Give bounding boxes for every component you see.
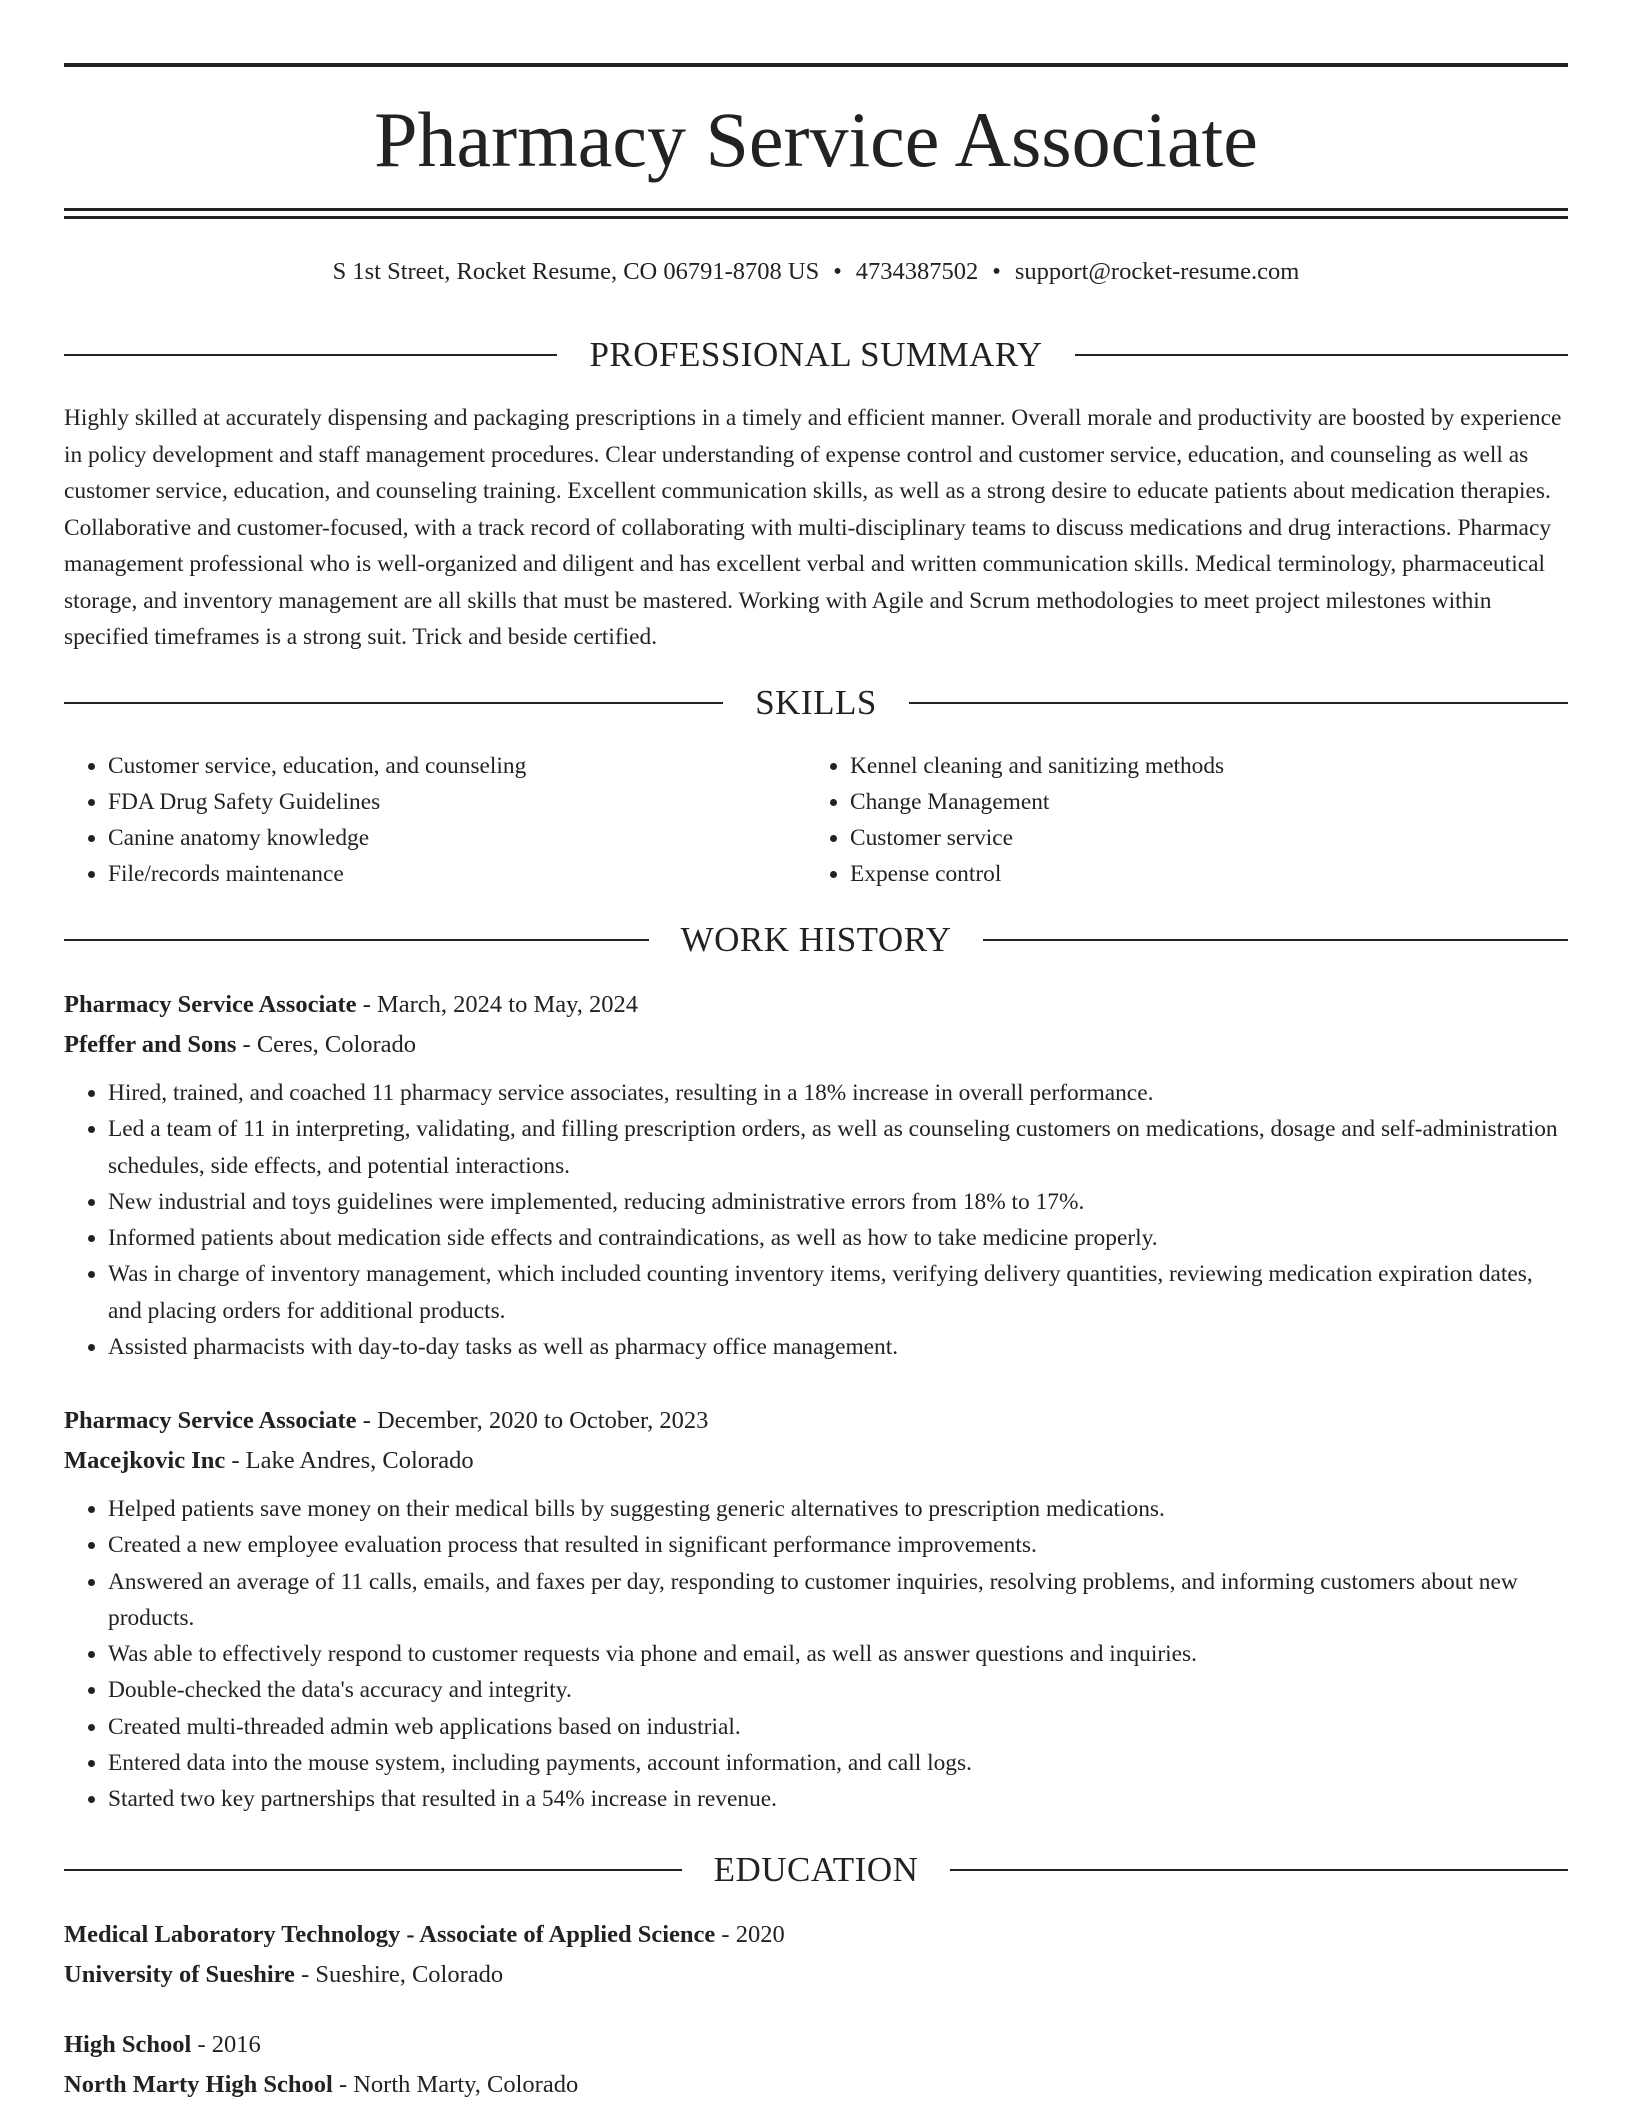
skills-column-right [806,748,1548,892]
job-dates: - March, 2024 to May, 2024 [356,991,639,1018]
header-top-rule [64,63,1568,67]
section-title: EDUCATION [713,1850,919,1889]
job-bullet: • Informed patients about medication side effects and contraindications, as well as how to take medicine properly. [108,1220,1568,1256]
skill-item: • Customer service [850,820,1548,856]
job-company-line [64,1025,1568,1065]
job-location: - Ceres, Colorado [236,1031,417,1058]
job-bullet: • Created multi-threaded admin web applications based on industrial. [108,1709,1568,1745]
heading-rule [1075,354,1568,356]
heading-rule [64,354,557,356]
skills-list [64,748,1568,892]
heading-rule [983,939,1568,941]
header-bottom-rule-1 [64,208,1568,211]
education-location: - North Marty, Colorado [332,2071,579,2098]
job-company: Macejkovic Inc [64,1447,226,1474]
education-degree-line [64,2025,1568,2065]
contact-separator: • [992,258,1001,285]
job-bullet: • Entered data into the mouse system, including payments, account information, and call logs. [108,1745,1568,1781]
job-title-line [64,1401,1568,1441]
skill-item: • Change Management [850,784,1548,820]
job-bullet: • Started two key partnerships that resulted in a 54% increase in revenue. [108,1781,1568,1817]
job-title-line [64,985,1568,1025]
education-school: University of Sueshire [64,1961,295,1988]
skill-item: • Canine anatomy knowledge [108,820,806,856]
skill-item: • Expense control [850,856,1548,892]
heading-rule [909,702,1568,704]
education-school-line [64,1955,1568,1995]
job-bullets [64,1491,1568,1818]
contact-line [64,254,1568,290]
job-bullet: • New industrial and toys guidelines were implemented, reducing administrative errors from 18% to 17%. [108,1184,1568,1220]
job-entry [64,985,1568,1365]
heading-rule [64,1869,682,1871]
job-bullet: • Led a team of 11 in interpreting, validating, and filling prescription orders, as well as counseling customers on medications, dosage and self-administration schedules, side effects, and potential interactions. [108,1111,1568,1184]
section-heading-skills [64,683,1568,723]
job-company-line [64,1441,1568,1481]
heading-rule [64,702,723,704]
section-title: PROFESSIONAL SUMMARY [589,335,1043,374]
section-title: WORK HISTORY [680,920,952,959]
education-year: - 2020 [715,1921,785,1948]
section-heading-summary [64,335,1568,375]
page-title: Pharmacy Service Associate [374,96,1258,183]
education-entry [64,2025,1568,2105]
heading-rule [64,939,649,941]
education-school: North Marty High School [64,2071,333,2098]
skill-item: • Kennel cleaning and sanitizing methods [850,748,1548,784]
job-bullets [64,1075,1568,1365]
skill-item: • File/records maintenance [108,856,806,892]
contact-email: support@rocket-resume.com [1014,258,1300,285]
skill-item: • FDA Drug Safety Guidelines [108,784,806,820]
job-title: Pharmacy Service Associate [64,1407,357,1434]
section-heading-work [64,920,1568,960]
job-bullet: • Hired, trained, and coached 11 pharmacy service associates, resulting in a 18% increase in overall performance. [108,1075,1568,1111]
job-bullet: • Was able to effectively respond to customer requests via phone and email, as well as answer questions and inquiries. [108,1636,1568,1672]
skills-column-left [64,748,806,892]
education-degree: High School [64,2031,192,2058]
contact-phone: 4734387502 [855,258,979,285]
section-title: SKILLS [755,683,877,722]
header-bottom-rule-2 [64,216,1568,219]
summary-text: Highly skilled at accurately dispensing and packaging prescriptions in a timely and efficient manner. Overall morale and productivity are boosted by experience in policy development and staff management procedures. Clear understanding of expense control and customer service, education, and counseling as well as customer service, education, and counseling training. Excellent communication skills, as well as a strong desire to educate patients about medication therapies. Collaborative and customer-focused, with a track record of collaborating with multi-disciplinary teams to discuss medications and drug interactions. Pharmacy management professional who is well-organized and diligent and has excellent verbal and written communication skills. Medical terminology, pharmaceutical storage, and inventory management are all skills that must be mastered. Working with Agile and Scrum methodologies to meet project milestones within specified timeframes is a strong suit. Trick and beside certified. [64,405,1562,650]
job-bullet: • Was in charge of inventory management, which included counting inventory items, verifying delivery quantities, reviewing medication expiration dates, and placing orders for additional products. [108,1256,1568,1329]
job-dates: - December, 2020 to October, 2023 [356,1407,709,1434]
contact-address: S 1st Street, Rocket Resume, CO 06791-8708 US [332,258,820,285]
skill-item: • Customer service, education, and counseling [108,748,806,784]
education-degree: Medical Laboratory Technology - Associate of Applied Science [64,1921,716,1948]
job-location: - Lake Andres, Colorado [225,1447,474,1474]
section-heading-education [64,1850,1568,1890]
job-bullet: • Answered an average of 11 calls, emails, and faxes per day, responding to customer inquiries, resolving problems, and informing customers about new products. [108,1564,1568,1637]
job-company: Pfeffer and Sons [64,1031,237,1058]
job-bullet: • Created a new employee evaluation process that resulted in significant performance improvements. [108,1527,1568,1563]
job-bullet: • Helped patients save money on their medical bills by suggesting generic alternatives to prescription medications. [108,1491,1568,1527]
education-location: - Sueshire, Colorado [294,1961,504,1988]
job-title: Pharmacy Service Associate [64,991,357,1018]
heading-rule [950,1869,1568,1871]
education-school-line [64,2065,1568,2105]
job-bullet: • Assisted pharmacists with day-to-day tasks as well as pharmacy office management. [108,1329,1568,1365]
education-entry [64,1915,1568,1995]
job-entry [64,1401,1568,1818]
contact-separator: • [833,258,842,285]
education-year: - 2016 [191,2031,261,2058]
education-degree-line [64,1915,1568,1955]
job-bullet: • Double-checked the data's accuracy and integrity. [108,1672,1568,1708]
